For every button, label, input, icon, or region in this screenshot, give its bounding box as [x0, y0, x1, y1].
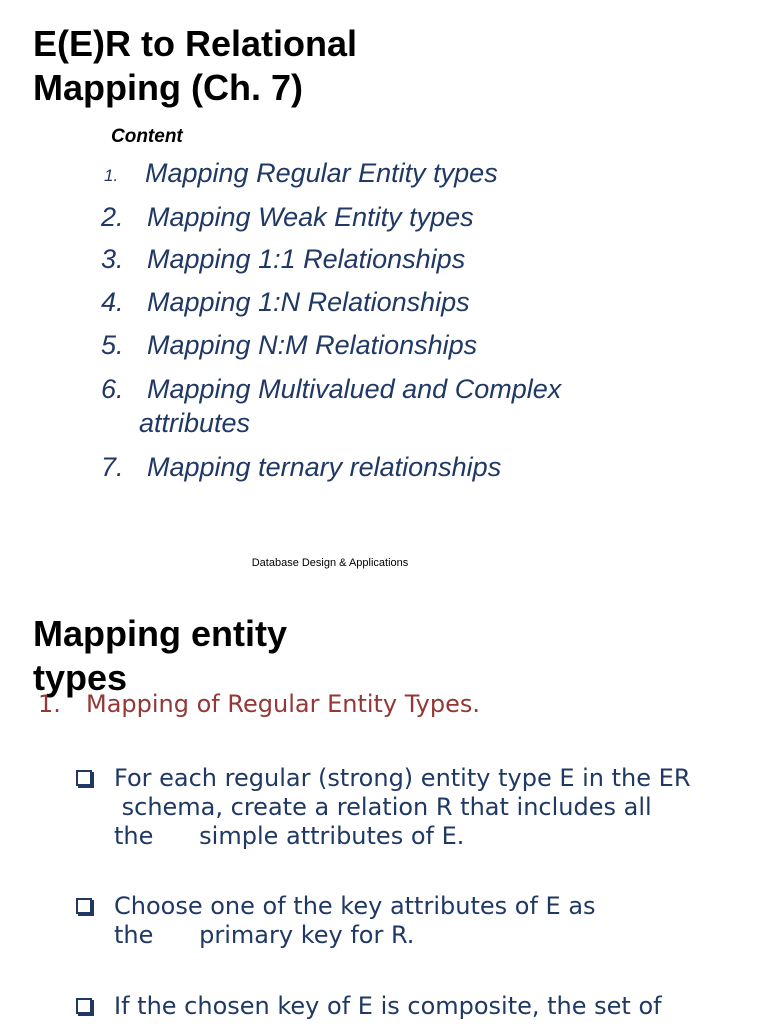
- content-item-5-number: 5.: [101, 330, 124, 360]
- content-item-4-number: 4.: [101, 287, 124, 317]
- content-item-5-label: Mapping N:M Relationships: [147, 330, 478, 360]
- subheading: Mapping of Regular Entity Types.: [86, 690, 481, 718]
- slide1-title-line1: E(E)R to Relational: [33, 23, 358, 64]
- content-item-6-label: Mapping Multivalued and Complex: [147, 374, 562, 404]
- content-item-6-label-cont: attributes: [139, 408, 251, 438]
- bullet-1-line-1: For each regular (strong) entity type E in the ER: [114, 764, 691, 792]
- content-item-4-label: Mapping 1:N Relationships: [147, 287, 470, 317]
- content-item-2-number: 2.: [101, 202, 124, 232]
- content-label: Content: [111, 126, 183, 147]
- content-item-3-number: 3.: [101, 244, 124, 274]
- content-item-3-label: Mapping 1:1 Relationships: [147, 244, 466, 274]
- content-item-7-number: 7.: [101, 452, 124, 482]
- slide-footer: Database Design & Applications: [251, 557, 409, 569]
- bullet-text-3: [114, 992, 689, 1021]
- checkbox-bullet-icon: [76, 998, 92, 1014]
- bullet-2-line-1: Choose one of the key attributes of E as: [114, 892, 596, 920]
- content-item-7-label: Mapping ternary relationships: [147, 452, 502, 482]
- content-item-1-number: 1.: [104, 166, 119, 185]
- bullet-3-line-1: If the chosen key of E is composite, the set of: [114, 992, 662, 1020]
- slide1-title: [33, 22, 357, 110]
- checkbox-bullet-icon: [76, 770, 92, 786]
- content-item-2-label: Mapping Weak Entity types: [147, 202, 474, 232]
- bullet-2-line-2: the primary key for R.: [114, 921, 415, 949]
- slide2-title-line2: types: [33, 657, 128, 698]
- bullet-text-2: [114, 892, 689, 950]
- bullet-1-line-2: schema, create a relation R that includes all: [114, 793, 652, 821]
- content-item-6-number: 6.: [101, 374, 124, 404]
- bullet-text-1: [114, 764, 689, 851]
- subheading-number: 1.: [38, 690, 61, 718]
- slide2-title: [33, 612, 353, 700]
- content-item-1-label: Mapping Regular Entity types: [145, 158, 498, 188]
- slide2-title-line1: Mapping entity: [33, 613, 287, 654]
- checkbox-bullet-icon: [76, 898, 92, 914]
- bullet-1-line-3: the simple attributes of E.: [114, 822, 465, 850]
- slide1-title-line2: Mapping (Ch. 7): [33, 67, 303, 108]
